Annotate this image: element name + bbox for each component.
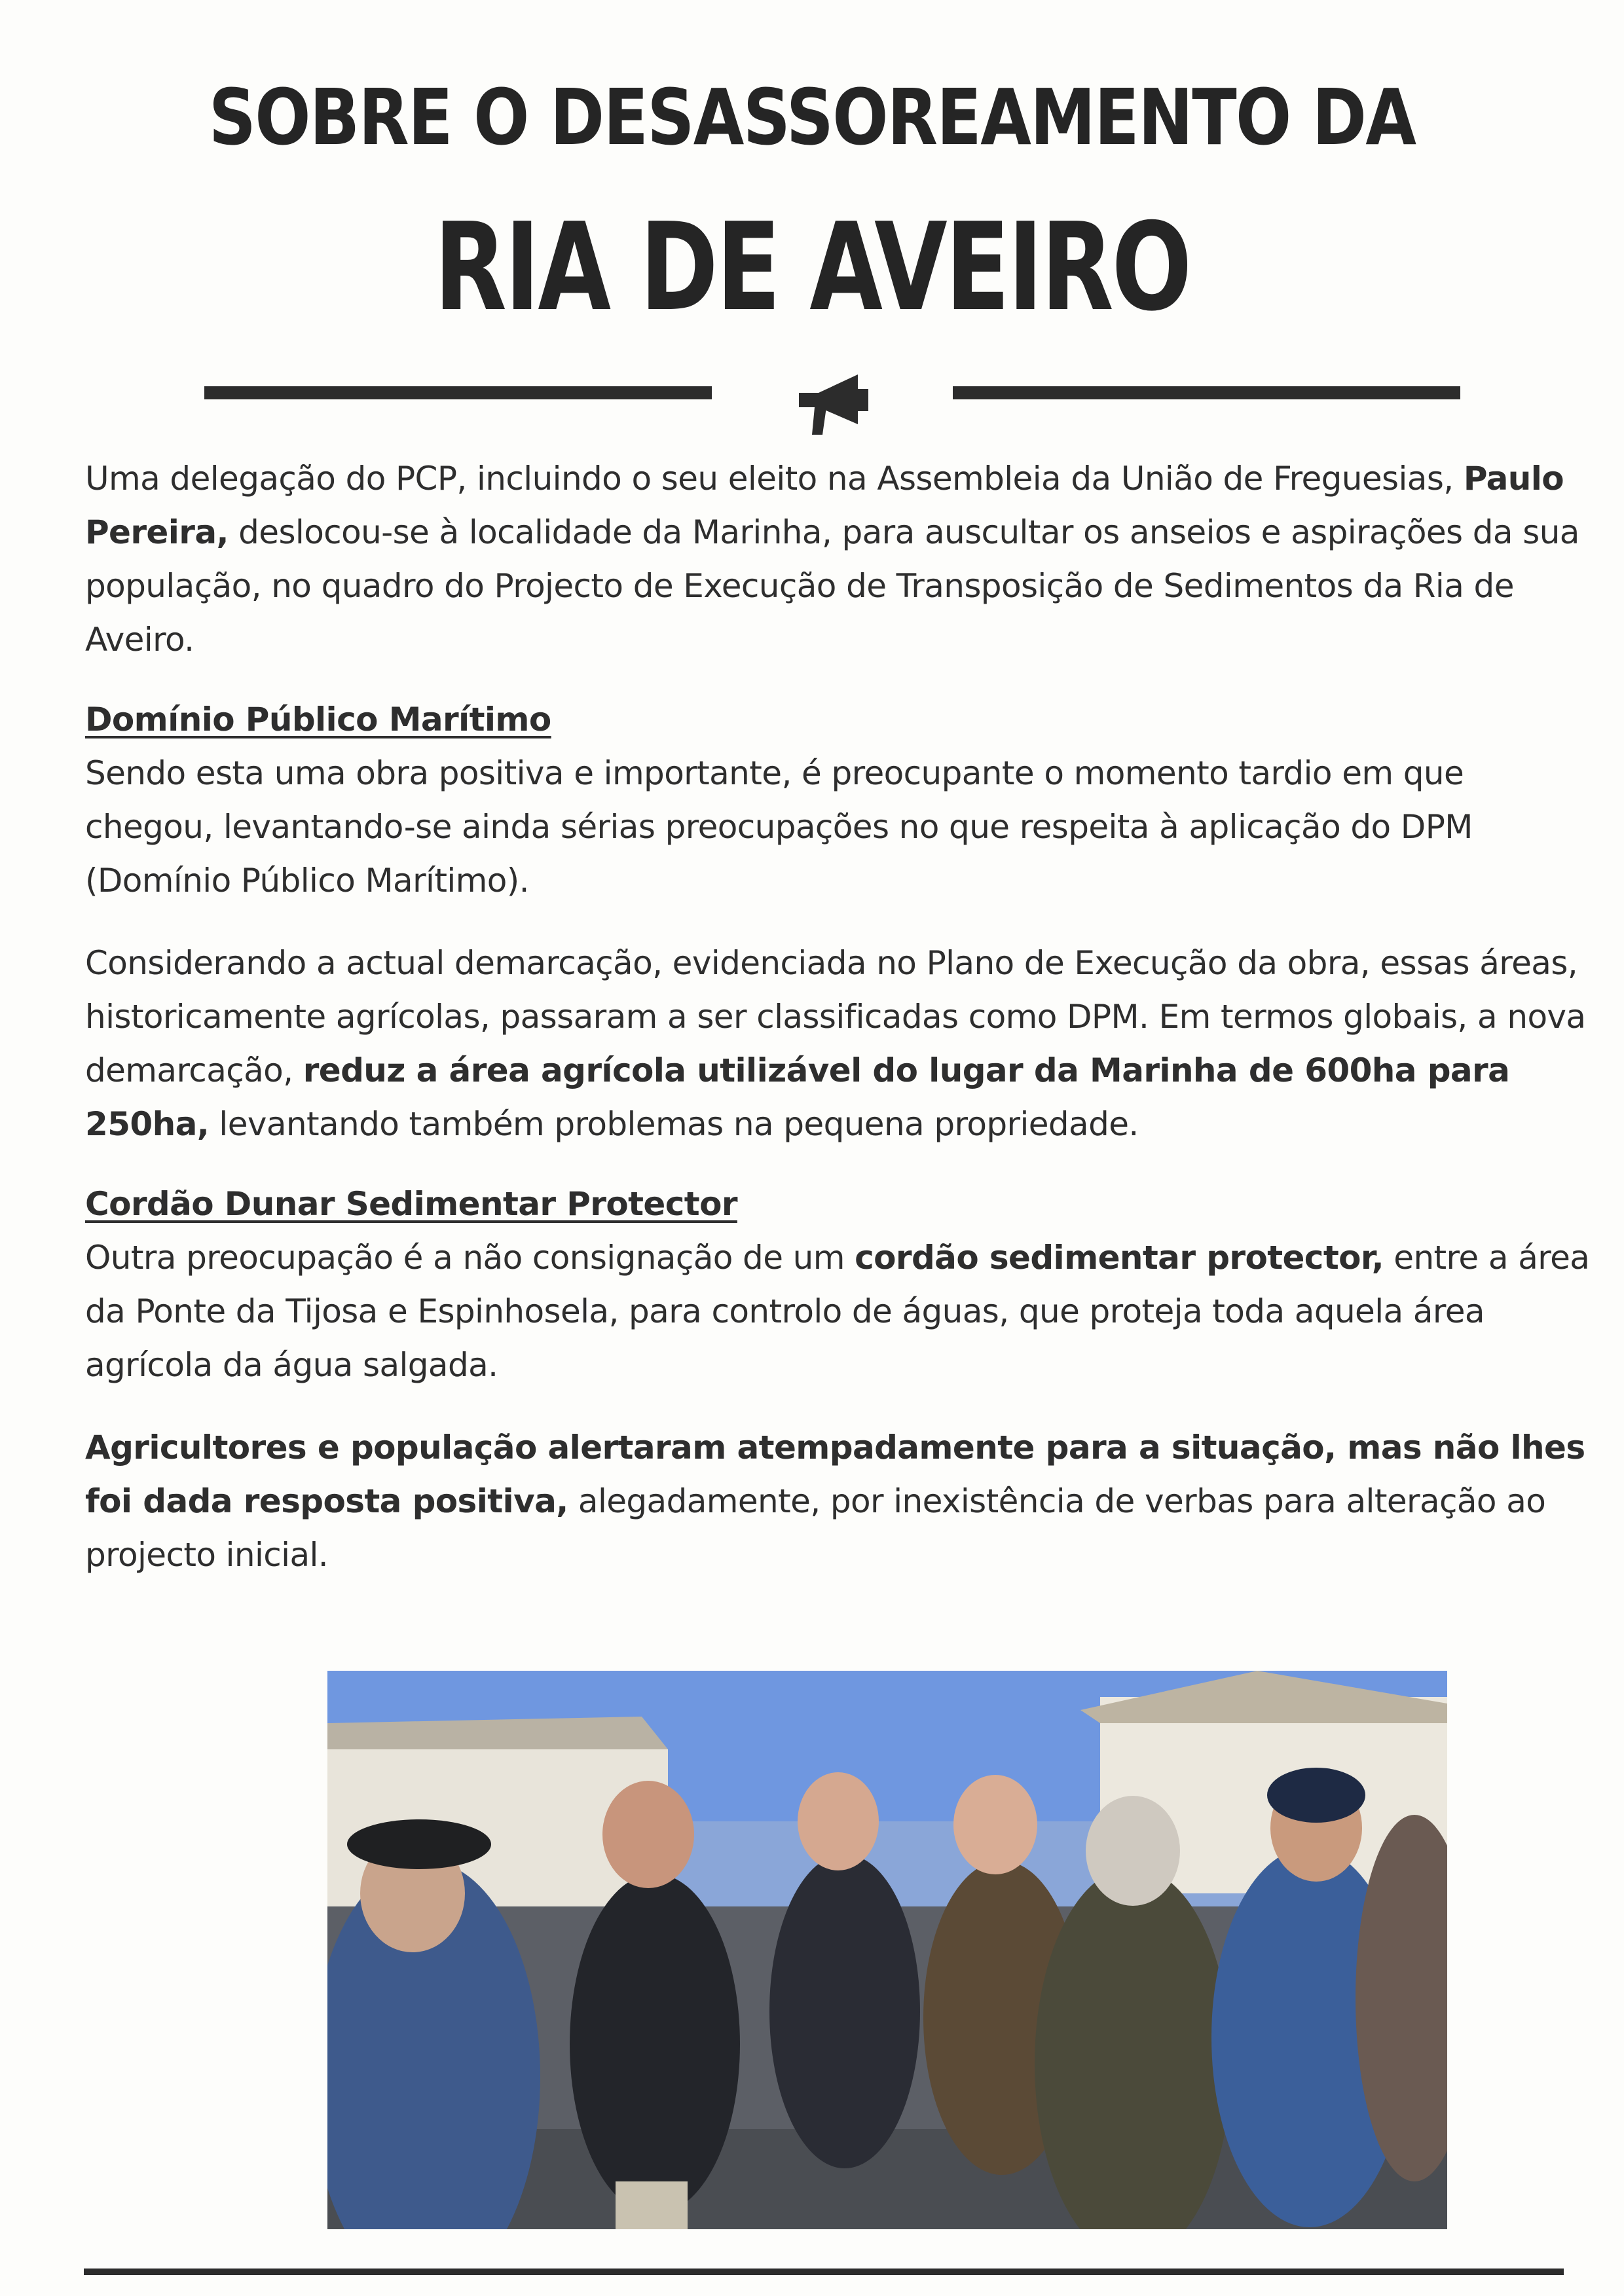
cordao-paragraph-1: Outra preocupação é a não consignação de um cordão sedimentar protector, entre a área da Ponte da Tijosa e Espinhosela, para controlo de águas, que proteja toda aquela área agrícola da água salgada. [85, 1239, 1590, 1384]
article-body [85, 452, 1598, 1582]
dpm-paragraph-2: Considerando a actual demarcação, evidenciada no Plano de Execução da obra, essas áreas, historicamente agrícolas, passaram a ser classificadas como DPM. Em termos globais, a nova demarcação, reduz a área agrícola utilizável do lugar da Marinha de 600ha para 250ha, levantando também problemas na pequena propriedade. [85, 944, 1586, 1143]
title-divider-right [953, 386, 1460, 399]
section-heading-dpm: Domínio Público Marítimo [85, 701, 551, 738]
section-heading-cordao: Cordão Dunar Sedimentar Protector [85, 1185, 737, 1223]
dpm-paragraph-1: Sendo esta uma obra positiva e importante, é preocupante o momento tardio em que chegou, levantando-se ainda sérias preocupações no que respeita à aplicação do DPM (Domínio Público Marítimo). [85, 754, 1473, 900]
title-line-1: SOBRE O DESASSOREAMENTO DA [208, 72, 1416, 162]
bottom-divider [84, 2269, 1564, 2275]
title-divider-left [204, 386, 712, 399]
title-line-2: RIA DE AVEIRO [434, 196, 1190, 338]
delegation-photo [327, 1671, 1447, 2229]
intro-paragraph: Uma delegação do PCP, incluindo o seu eleito na Assembleia da União de Freguesias, Paulo Pereira, deslocou-se à localidade da Marinha, para auscultar os anseios e aspirações da sua população, no quadro do Projecto de Execução de Transposição de Sedimentos da Ria de Aveiro. [85, 460, 1579, 659]
cordao-paragraph-2: Agricultores e população alertaram atempadamente para a situação, mas não lhes foi dada resposta positiva, alegadamente, por inexistência de verbas para alteração ao projecto inicial. [85, 1429, 1585, 1574]
megaphone-icon [792, 367, 877, 439]
